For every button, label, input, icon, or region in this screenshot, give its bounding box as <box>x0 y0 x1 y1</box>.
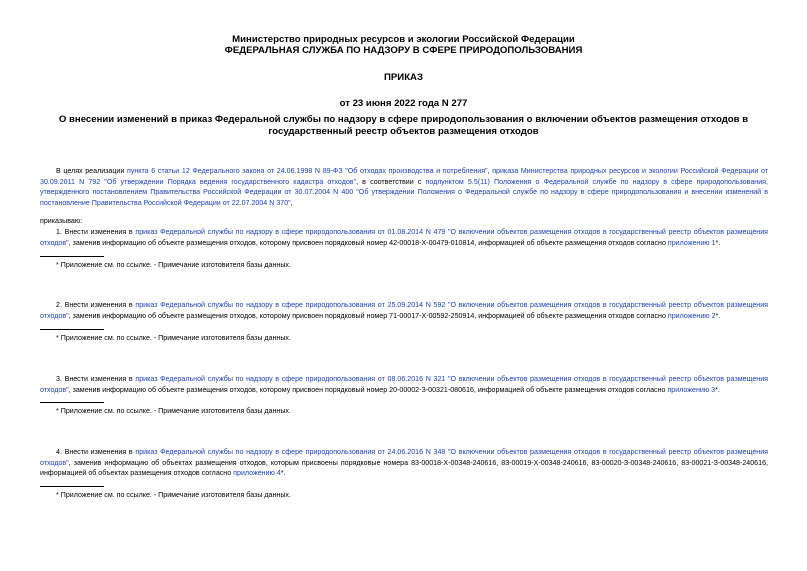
item-text: 4. Внести изменения в <box>56 448 136 456</box>
footnote-divider <box>40 486 104 487</box>
intro-text: , <box>290 198 293 207</box>
order-item-2 <box>40 300 768 321</box>
item-text: , заменив информацию об объектах размещения отходов, которым присвоены порядковые номера 83-00018-Х-00348-240616, 83-00019-Х-00348-240616, 83-00020-З-00348-240616, 83-00021-З-00348-240616, информацией об объектах размещения отходов согласно <box>40 458 768 478</box>
item-text: *. <box>715 385 720 394</box>
footnote-4: * Приложение см. по ссылке. - Примечание изготовителя базы данных. <box>56 491 291 499</box>
link-regulation-400[interactable]: подпунктом 5.5(11) Положения о Федеральной службе по надзору в сфере природопользования, утвержденного постановлением Правительства Российской Федерации от 30.07.2004 N 400 "Об утверждении Положения о Федеральной службе по надзору в сфере природопользования и внесении изменений в постановление Правительства Российской Федерации от 22.07.2004 N 370" <box>40 177 768 207</box>
intro-text: В целях реализации <box>56 167 127 175</box>
order-item-4 <box>40 447 768 479</box>
order-item-3 <box>40 374 768 395</box>
link-order-792[interactable]: приказа Министерства природных ресурсов и экологии Российской Федерации от 30.09.2011 N 792 "Об утверждении Порядка ведения государственного кадастра отходов" <box>40 167 768 186</box>
link-appendix-3[interactable]: приложению 3 <box>667 385 716 394</box>
intro-paragraph <box>40 166 768 208</box>
item-text: *. <box>280 469 286 478</box>
item-text: , заменив информацию об объекте размещения отходов, которому присвоен порядковый номер 71-00017-Х-00592-250914, информацией об объекте размещения отходов согласно <box>68 311 668 320</box>
item-text: *. <box>715 238 721 247</box>
item-text: *. <box>715 311 721 320</box>
link-order-321[interactable]: приказ Федеральной службы по надзору в сфере природопользования от 08.06.2016 N 321 "О включении объектов размещения отходов в государственный реестр объектов размещения отходов" <box>40 375 768 394</box>
order-word: приказываю: <box>40 217 83 225</box>
link-order-348[interactable]: приказ Федеральной службы по надзору в сфере природопользования от 24.06.2016 N 348 "О включении объектов размещения отходов в государственный реестр объектов размещения отходов" <box>40 448 768 467</box>
footnote-1: * Приложение см. по ссылке. - Примечание изготовителя базы данных. <box>56 261 291 269</box>
item-text: 3. Внести изменения в <box>56 375 136 383</box>
footnote-divider <box>40 256 104 257</box>
footnote-2: * Приложение см. по ссылке. - Примечание изготовителя базы данных. <box>56 334 291 342</box>
footnote-divider <box>40 402 104 403</box>
document-date-number: от 23 июня 2022 года N 277 <box>339 98 468 109</box>
intro-text: , <box>487 167 493 175</box>
link-law-89fz[interactable]: пункта 6 статьи 12 Федерального закона от 24.06.1998 N 89-ФЗ "Об отходах производства и потребления" <box>127 167 488 175</box>
link-appendix-4[interactable]: приложению 4 <box>233 469 281 478</box>
document-header <box>0 34 807 109</box>
order-item-1 <box>40 227 768 248</box>
item-text: 2. Внести изменения в <box>56 301 136 309</box>
ministry-name: Министерство природных ресурсов и экологии Российской Федерации <box>232 34 575 45</box>
link-order-592[interactable]: приказ Федеральной службы по надзору в сфере природопользования от 25.09.2014 N 592 "О включении объектов размещения отходов в государственный реестр объектов размещения отходов" <box>40 301 768 320</box>
document-type: ПРИКАЗ <box>384 72 423 83</box>
intro-text: , в соответствии с <box>356 177 426 186</box>
item-text: , заменив информацию об объекте размещения отходов, которому присвоен порядковый номер 20-00002-З-00321-080616, информацией об объекте размещения отходов согласно <box>68 385 668 394</box>
item-text: 1. Внести изменения в <box>56 228 136 236</box>
footnote-3: * Приложение см. по ссылке. - Примечание изготовителя базы данных. <box>56 407 291 415</box>
document-subject: О внесении изменений в приказ Федеральной службы по надзору в сфере природопользования о включении объектов размещения отходов в государственный реестр объектов размещения отходов <box>58 114 749 137</box>
service-name: ФЕДЕРАЛЬНАЯ СЛУЖБА ПО НАДЗОРУ В СФЕРЕ ПРИРОДОПОЛЬЗОВАНИЯ <box>224 45 583 56</box>
link-appendix-1[interactable]: приложению 1 <box>667 238 716 247</box>
link-appendix-2[interactable]: приложению 2 <box>667 311 716 320</box>
link-order-479[interactable]: приказ Федеральной службы по надзору в сфере природопользования от 01.08.2014 N 479 "О включении объектов размещения отходов в государственный реестр объектов размещения отходов" <box>40 228 768 247</box>
footnote-divider <box>40 329 104 330</box>
item-text: , заменив информацию об объекте размещения отходов, которому присвоен порядковый номер 42-00018-Х-00479-010814, информацией об объекте размещения отходов согласно <box>68 238 668 247</box>
